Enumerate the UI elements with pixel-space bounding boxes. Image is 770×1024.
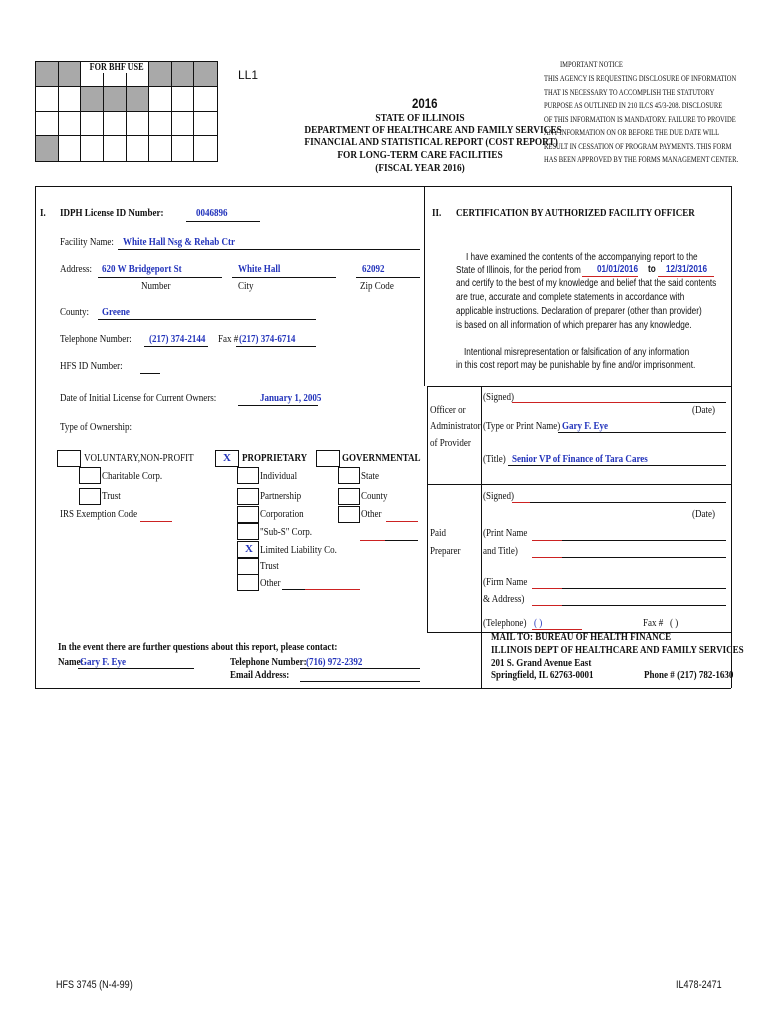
initial-license-label: Date of Initial License for Current Owners: — [60, 392, 217, 404]
license-id-value[interactable]: 0046896 — [196, 207, 228, 219]
cert-line-5: applicable instructions. Declaration of preparer (other than provider) — [456, 306, 702, 317]
zip-caption: Zip Code — [360, 280, 394, 292]
address-label: Address: — [60, 263, 93, 275]
city-value[interactable]: White Hall — [238, 263, 281, 275]
number-caption: Number — [141, 280, 171, 292]
notice-line: THAT IS NECESSARY TO ACCOMPLISH THE STATUTORY — [544, 87, 715, 97]
ownership-type-label: Type of Ownership: — [60, 421, 133, 433]
governmental-other-label: Other — [361, 508, 382, 520]
period-to-value[interactable]: 12/31/2016 — [666, 264, 708, 275]
hfs-id-label: HFS ID Number: — [60, 360, 123, 372]
voluntary-trust-checkbox[interactable] — [79, 488, 101, 505]
questions-text: In the event there are further questions about this report, please contact: — [58, 641, 338, 653]
mail-to-line-4: Springfield, IL 62763-0001 — [491, 669, 594, 681]
voluntary-label: VOLUNTARY,NON-PROFIT — [84, 452, 194, 464]
street-value[interactable]: 620 W Bridgeport St — [102, 263, 182, 275]
bhf-use-grid — [35, 61, 218, 162]
individual-label: Individual — [260, 470, 298, 482]
mail-to-phone: Phone # (217) 782-1630 — [644, 669, 734, 681]
cert-line-4: are true, accurate and complete statements in accordance with — [456, 292, 685, 303]
cert-line-2: State of Illinois, for the period from — [456, 265, 581, 276]
paid-label: Paid — [430, 527, 447, 539]
proprietary-other-checkbox[interactable] — [237, 574, 259, 591]
governmental-label: GOVERNMENTAL — [342, 452, 421, 464]
facility-name-label: Facility Name: — [60, 236, 114, 248]
individual-checkbox[interactable] — [237, 467, 259, 484]
cert-line-1: I have examined the contents of the accompanying report to the — [466, 252, 698, 263]
preparer-fax-value[interactable]: ( ) — [670, 617, 679, 629]
preparer-fax-label: Fax # — [643, 617, 664, 629]
officer-date-label: (Date) — [692, 404, 716, 416]
preparer-label: Preparer — [430, 545, 461, 557]
notice-line: HAS BEEN APPROVED BY THE FORMS MANAGEMENT CENTER. — [544, 155, 739, 164]
form-id: IL478-2471 — [676, 979, 722, 991]
preparer-signed-label: (Signed) — [483, 490, 515, 502]
preparer-telephone-value[interactable]: ( ) — [534, 617, 543, 629]
voluntary-checkbox[interactable] — [57, 450, 81, 467]
llc-checkbox[interactable] — [237, 541, 259, 558]
dept-title: DEPARTMENT OF HEALTHCARE AND FAMILY SERVICES — [304, 124, 562, 136]
notice-line: RESULT IN CESSATION OF PROGRAM PAYMENTS. THIS FORM — [544, 141, 732, 151]
proprietary-check-mark: X — [223, 452, 231, 464]
governmental-checkbox[interactable] — [316, 450, 340, 467]
irs-exemption-label: IRS Exemption Code — [60, 508, 138, 520]
notice-line: OF THIS INFORMATION IS MANDATORY. FAILURE TO PROVIDE — [544, 114, 736, 124]
officer-title-value[interactable]: Senior VP of Finance of Tara Cares — [512, 453, 648, 465]
preparer-telephone-label: (Telephone) — [483, 617, 527, 629]
warning-line-2: in this cost report may be punishable by fine and/or imprisonment. — [456, 360, 696, 371]
state-title: STATE OF ILLINOIS — [375, 112, 465, 124]
cert-line-6: is based on all information of which preparer has any knowledge. — [456, 320, 692, 331]
officer-label-2: Administrator — [430, 420, 481, 432]
charitable-checkbox[interactable] — [79, 467, 101, 484]
form-year: 2016 — [412, 95, 438, 111]
notice-line: PURPOSE AS OUTLINED IN 210 ILCS 45/3-208. DISCLOSURE — [544, 101, 723, 110]
firm-address-label: & Address) — [483, 593, 525, 605]
corporation-label: Corporation — [260, 508, 304, 520]
proprietary-trust-label: Trust — [260, 560, 279, 572]
officer-label-3: of Provider — [430, 437, 471, 449]
contact-phone-value[interactable]: (716) 972-2392 — [306, 656, 363, 668]
sub-s-label: "Sub-S" Corp. — [260, 526, 312, 538]
state-checkbox[interactable] — [338, 467, 360, 484]
contact-name-value[interactable]: Gary F. Eye — [80, 656, 127, 668]
report-title: FINANCIAL AND STATISTICAL REPORT (COST REPORT) — [304, 136, 558, 148]
cert-line-3: and certify to the best of my knowledge and belief that the said contents — [456, 278, 717, 289]
county-label: County: — [60, 306, 90, 318]
facility-name-value[interactable]: White Hall Nsg & Rehab Ctr — [123, 236, 235, 248]
fax-value[interactable]: (217) 374-6714 — [239, 333, 296, 345]
notice-line: ANY INFORMATION ON OR BEFORE THE DUE DATE WILL — [544, 128, 720, 137]
print-name-2-label-cont: and Title) — [483, 545, 518, 557]
facilities-title: FOR LONG-TERM CARE FACILITIES — [337, 149, 503, 161]
proprietary-checkbox[interactable] — [215, 450, 239, 467]
print-name-2-label: (Print Name — [483, 527, 528, 539]
proprietary-label: PROPRIETARY — [242, 452, 308, 464]
partnership-label: Partnership — [260, 490, 302, 502]
sub-s-checkbox[interactable] — [237, 523, 259, 540]
fax-label: Fax # — [218, 333, 239, 345]
fiscal-year-title: (FISCAL YEAR 2016) — [375, 162, 465, 174]
notice-line: THIS AGENCY IS REQUESTING DISCLOSURE OF INFORMATION — [544, 74, 737, 83]
llc-label: Limited Liability Co. — [260, 544, 337, 556]
contact-name-label: Name: — [58, 656, 84, 668]
llc-check-mark: X — [245, 543, 253, 555]
county-value[interactable]: Greene — [102, 306, 130, 318]
corporation-checkbox[interactable] — [237, 506, 259, 523]
city-caption: City — [238, 280, 254, 292]
telephone-value[interactable]: (217) 374-2144 — [149, 333, 206, 345]
section-1-numeral: I. — [40, 207, 46, 219]
voluntary-trust-label: Trust — [102, 490, 121, 502]
preparer-date-label: (Date) — [692, 508, 716, 520]
officer-label-1: Officer or — [430, 404, 466, 416]
officer-title-label: (Title) — [483, 453, 506, 465]
period-from-value[interactable]: 01/01/2016 — [597, 264, 639, 275]
partnership-checkbox[interactable] — [237, 488, 259, 505]
form-code: LL1 — [238, 68, 259, 82]
county-ownership-label: County — [361, 490, 388, 502]
section-2-numeral: II. — [432, 207, 442, 219]
notice-title: IMPORTANT NOTICE — [560, 60, 623, 69]
proprietary-other-label: Other — [260, 577, 281, 589]
warning-line-1: Intentional misrepresentation or falsification of any information — [464, 347, 690, 358]
print-name-label: (Type or Print Name) — [483, 420, 561, 432]
firm-name-label: (Firm Name — [483, 576, 528, 588]
certification-title: CERTIFICATION BY AUTHORIZED FACILITY OFFICER — [456, 207, 695, 219]
mail-to-line-1: MAIL TO: BUREAU OF HEALTH FINANCE — [491, 631, 672, 643]
contact-phone-label: Telephone Number: — [230, 656, 307, 668]
mail-to-line-2: ILLINOIS DEPT OF HEALTHCARE AND FAMILY SERVICES — [491, 644, 744, 656]
zip-value[interactable]: 62092 — [362, 263, 385, 275]
license-id-label: IDPH License ID Number: — [60, 207, 164, 219]
email-label: Email Address: — [230, 669, 290, 681]
governmental-other-checkbox[interactable] — [338, 506, 360, 523]
period-to-word: to — [648, 264, 656, 275]
county-checkbox[interactable] — [338, 488, 360, 505]
mail-to-line-3: 201 S. Grand Avenue East — [491, 657, 592, 669]
telephone-label: Telephone Number: — [60, 333, 132, 345]
state-label: State — [361, 470, 380, 482]
initial-license-value[interactable]: January 1, 2005 — [260, 392, 322, 404]
officer-signed-label: (Signed) — [483, 391, 515, 403]
proprietary-trust-checkbox[interactable] — [237, 558, 259, 575]
charitable-label: Charitable Corp. — [102, 470, 163, 482]
bhf-use-label: FOR BHF USE — [89, 62, 144, 73]
form-number: HFS 3745 (N-4-99) — [56, 979, 133, 991]
print-name-value[interactable]: Gary F. Eye — [562, 420, 609, 432]
